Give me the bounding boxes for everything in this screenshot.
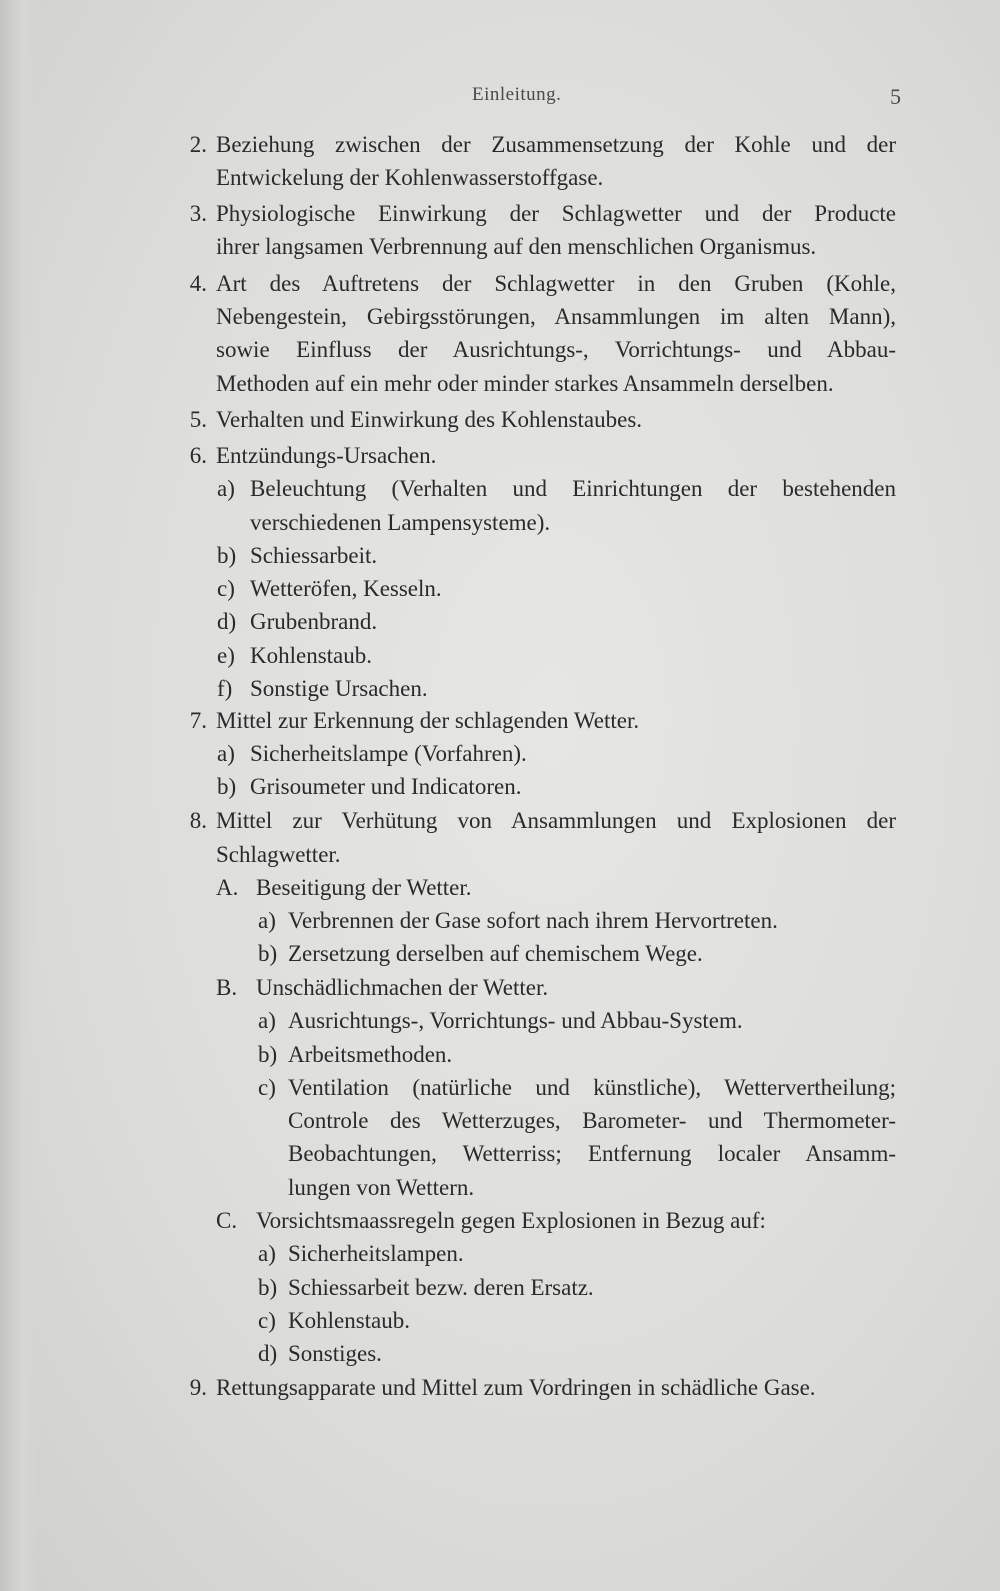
outline-subitem-line: Schiessarbeit.	[250, 543, 378, 568]
page-number: 5	[890, 84, 901, 109]
outline-subitem-line: Wetteröfen, Kesseln.	[250, 576, 442, 601]
outline-subitem-line: verschiedenen Lampensysteme).	[250, 510, 551, 535]
outline-group-subitem-line: Sicherheitslampen.	[288, 1241, 464, 1266]
outline-item-line: Nebengestein, Gebirgsstörungen, Ansammlungen im alten Mann),	[216, 304, 896, 329]
book-spine-shadow	[0, 0, 38, 1591]
outline-item-line: Rettungsapparate und Mittel zum Vordringen in schädliche Gase.	[216, 1375, 816, 1400]
outline-group-subitem-line: Ventilation (natürliche und künstliche), Wettervertheilung;	[288, 1075, 896, 1100]
outline-group-subitem-label: b)	[258, 941, 278, 966]
outline-item-line: Entwickelung der Kohlenwasserstoffgase.	[216, 165, 604, 190]
outline-item-line: Physiologische Einwirkung der Schlagwetter und der Producte	[216, 201, 896, 226]
outline-item-line: sowie Einfluss der Ausrichtungs-, Vorrichtungs- und Abbau-	[216, 337, 896, 362]
outline-item-label: 6.	[189, 443, 207, 468]
outline-item-line: Methoden auf ein mehr oder minder starkes Ansammeln derselben.	[216, 371, 834, 396]
outline-group-subitem-line: Schiessarbeit bezw. deren Ersatz.	[288, 1275, 594, 1300]
outline-item-line: Entzündungs-Ursachen.	[216, 443, 437, 468]
outline-subitem-label: f)	[217, 676, 233, 701]
outline-item-line: Mittel zur Erkennung der schlagenden Wetter.	[216, 708, 640, 733]
outline-group-subitem-line: Verbrennen der Gase sofort nach ihrem Hervortreten.	[288, 908, 778, 933]
outline-group-subitem-line: Arbeitsmethoden.	[288, 1042, 453, 1067]
outline-subitem-label: e)	[217, 643, 235, 668]
running-head: Einleitung.	[472, 84, 562, 105]
outline-group-subitem-label: a)	[258, 1008, 276, 1033]
outline-item-line: Art des Auftretens der Schlagwetter in den Gruben (Kohle,	[216, 271, 896, 296]
outline-group-subitem-line: Zersetzung derselben auf chemischem Wege.	[288, 941, 703, 966]
outline-item-line: Verhalten und Einwirkung des Kohlenstaubes.	[216, 407, 643, 432]
outline-group-line: Beseitigung der Wetter.	[256, 875, 472, 900]
page-header	[0, 84, 1000, 112]
outline-item-label: 4.	[189, 271, 207, 296]
outline-subitem-label: d)	[217, 609, 237, 634]
outline-group-subitem-label: b)	[258, 1275, 278, 1300]
outline-group-subitem-line: Kohlenstaub.	[288, 1308, 411, 1333]
outline-item-line: Beziehung zwischen der Zusammensetzung der Kohle und der	[216, 132, 896, 157]
outline-subitem-line: Kohlenstaub.	[250, 643, 373, 668]
outline-item-line: Mittel zur Verhütung von Ansammlungen und Explosionen der	[216, 808, 896, 833]
outline-item-label: 8.	[189, 808, 207, 833]
outline-subitem-label: c)	[217, 576, 235, 601]
outline-subitem-line: Sonstige Ursachen.	[250, 676, 428, 701]
outline-group-line: Vorsichtsmaassregeln gegen Explosionen in Bezug auf:	[256, 1208, 766, 1233]
outline-group-subitem-line: lungen von Wettern.	[288, 1175, 475, 1200]
outline-subitem-label: b)	[217, 774, 237, 799]
outline-subitem-line: Beleuchtung (Verhalten und Einrichtungen der bestehenden	[250, 476, 896, 501]
outline-group-subitem-label: b)	[258, 1042, 278, 1067]
outline-item-label: 3.	[189, 201, 207, 226]
outline-subitem-label: a)	[217, 476, 235, 501]
outline-item-label: 2.	[189, 132, 207, 157]
outline-group-label: A.	[216, 875, 239, 900]
outline-item-label: 7.	[189, 708, 207, 733]
outline-group-subitem-label: d)	[258, 1341, 278, 1366]
outline-item-label: 5.	[189, 407, 207, 432]
outline-group-subitem-label: a)	[258, 1241, 276, 1266]
outline-group-subitem-line: Controle des Wetterzuges, Barometer- und Thermometer-	[288, 1108, 896, 1133]
outline-group-subitem-label: a)	[258, 908, 276, 933]
outline-subitem-label: b)	[217, 543, 237, 568]
outline-subitem-line: Grisoumeter und Indicatoren.	[250, 774, 522, 799]
outline-item-label: 9.	[189, 1375, 207, 1400]
outline-subitem-label: a)	[217, 741, 235, 766]
outline-group-subitem-line: Ausrichtungs-, Vorrichtungs- und Abbau-System.	[288, 1008, 743, 1033]
outline-group-line: Unschädlichmachen der Wetter.	[256, 975, 549, 1000]
outline-subitem-line: Sicherheitslampe (Vorfahren).	[250, 741, 527, 766]
outline-subitem-line: Grubenbrand.	[250, 609, 378, 634]
outline-item-line: ihrer langsamen Verbrennung auf den menschlichen Organismus.	[216, 234, 817, 259]
outline-group-subitem-label: c)	[258, 1308, 276, 1333]
outline-item-line: Schlagwetter.	[216, 842, 341, 867]
outline-group-subitem-label: c)	[258, 1075, 276, 1100]
outline-group-label: B.	[216, 975, 238, 1000]
outline-group-label: C.	[216, 1208, 238, 1233]
outline-group-subitem-line: Beobachtungen, Wetterriss; Entfernung localer Ansamm-	[288, 1141, 896, 1166]
outline-group-subitem-line: Sonstiges.	[288, 1341, 382, 1366]
